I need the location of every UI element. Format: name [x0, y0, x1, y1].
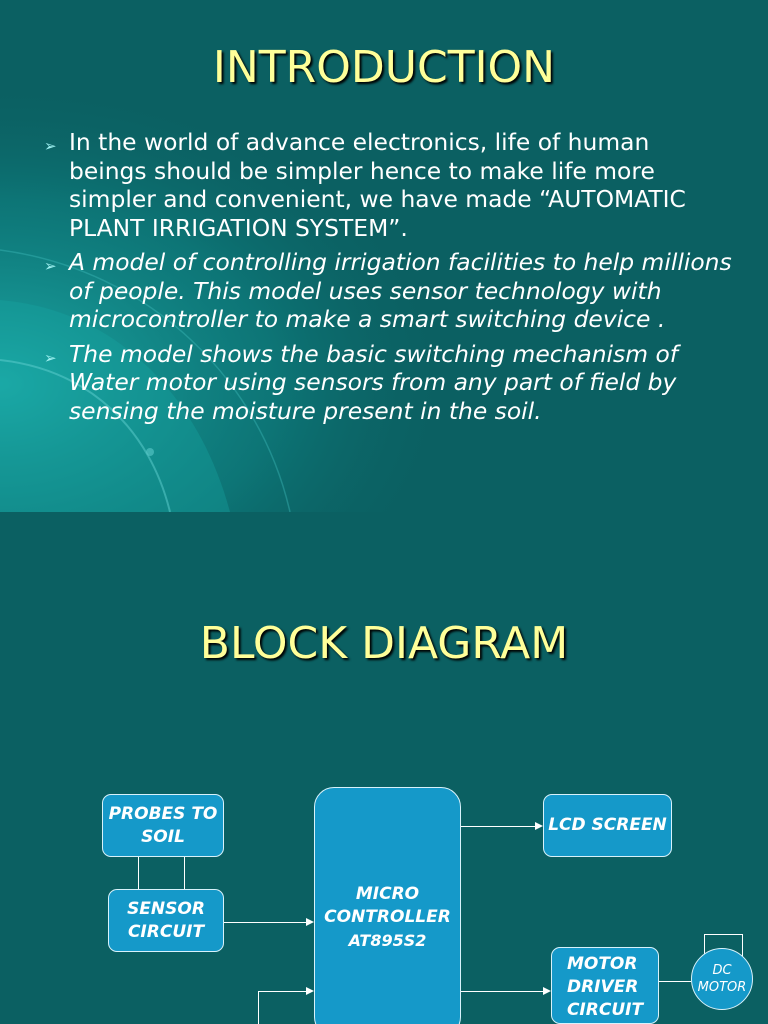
page-title: BLOCK DIAGRAM [199, 618, 569, 669]
connector-line [258, 991, 306, 992]
dc-label-line1: DC [712, 963, 732, 978]
lcd-screen-block [543, 794, 672, 857]
arrow-bullet-icon: ➢ [44, 137, 57, 155]
connector-line [224, 922, 306, 923]
microcontroller-block [314, 787, 461, 1024]
motor-label-line2: DRIVER [566, 977, 639, 997]
sensor-circuit-block [108, 889, 224, 952]
bullet-text: In the world of advance electronics, life of human beings should be simpler hence to make life more simpler and convenient, we have made “AUTOMATIC PLANT IRRIGATION SYSTEM”. [69, 128, 686, 242]
connector-line [704, 934, 743, 935]
page-title: INTRODUCTION [212, 42, 556, 93]
sensor-label-line2: CIRCUIT [127, 921, 205, 942]
dc-label-line2: MOTOR [697, 980, 747, 995]
probes-block [102, 794, 224, 857]
bullet-text: The model shows the basic switching mechanism of Water motor using sensors from any part of field by sensing the moisture present in the soil. [69, 339, 679, 425]
bullet-item [44, 128, 734, 242]
probes-label-line2: SOIL [141, 826, 185, 847]
arrow-head-icon [306, 918, 314, 926]
micro-label-line3: AT895S2 [348, 931, 427, 950]
probes-label-line1: PROBES TO [108, 803, 218, 824]
bullet-item [44, 340, 734, 426]
arrow-bullet-icon: ➢ [44, 257, 57, 275]
arrow-bullet-icon: ➢ [44, 348, 57, 367]
slide-block-diagram [0, 576, 768, 1024]
micro-label-line1: MICRO [355, 884, 420, 904]
connector-line [659, 981, 691, 982]
connector-line [461, 991, 543, 992]
connector-line [461, 826, 535, 827]
arrow-head-icon [306, 987, 314, 995]
motor-label-line1: MOTOR [566, 954, 638, 974]
slide-gap [0, 512, 768, 576]
sensor-label-line1: SENSOR [127, 898, 205, 919]
connector-line [258, 991, 259, 1024]
micro-label-line2: CONTROLLER [324, 907, 451, 927]
motor-driver-block [551, 947, 659, 1024]
motor-label-line3: CIRCUIT [566, 1000, 644, 1020]
lcd-label: LCD SCREEN [548, 815, 667, 835]
arrow-head-icon [535, 822, 543, 830]
bullet-text: A model of controlling irrigation facilities to help millions of people. This model uses sensor technology with microcontroller to make a smart switching device . [69, 248, 732, 333]
dc-motor-block [691, 948, 753, 1010]
bullet-item [44, 248, 734, 334]
arrow-head-icon [543, 987, 551, 995]
bullet-list [44, 128, 734, 431]
